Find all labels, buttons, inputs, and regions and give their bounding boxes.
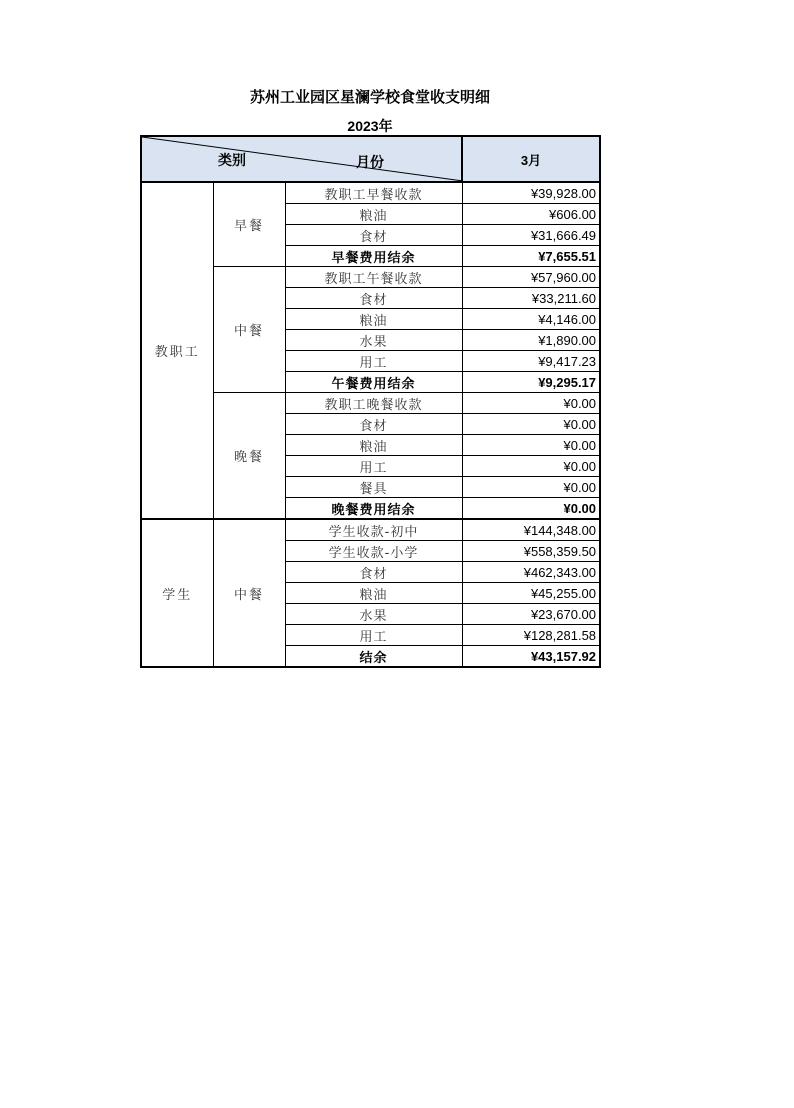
subtotal-label: 晚餐费用结余 <box>285 498 462 520</box>
amount-cell: ¥31,666.49 <box>462 225 600 246</box>
amount-cell: ¥0.00 <box>462 414 600 435</box>
header-month-label: 月份 <box>356 155 384 171</box>
amount-cell: ¥144,348.00 <box>462 519 600 541</box>
item-cell: 餐具 <box>285 477 462 498</box>
item-cell: 粮油 <box>285 583 462 604</box>
diagonal-divider <box>142 137 463 181</box>
item-cell: 教职工午餐收款 <box>285 267 462 288</box>
amount-cell: ¥128,281.58 <box>462 625 600 646</box>
amount-cell: ¥39,928.00 <box>462 182 600 204</box>
amount-cell: ¥0.00 <box>462 435 600 456</box>
item-cell: 用工 <box>285 625 462 646</box>
group-student: 学生 <box>141 519 213 667</box>
item-cell: 用工 <box>285 456 462 477</box>
amount-cell: ¥4,146.00 <box>462 309 600 330</box>
amount-cell: ¥0.00 <box>462 477 600 498</box>
item-cell: 学生收款-初中 <box>285 519 462 541</box>
amount-cell: ¥9,417.23 <box>462 351 600 372</box>
amount-cell: ¥0.00 <box>462 456 600 477</box>
subtotal-label: 午餐费用结余 <box>285 372 462 393</box>
amount-cell: ¥45,255.00 <box>462 583 600 604</box>
item-cell: 水果 <box>285 604 462 625</box>
item-cell: 用工 <box>285 351 462 372</box>
subtotal-amount: ¥9,295.17 <box>462 372 600 393</box>
amount-cell: ¥462,343.00 <box>462 562 600 583</box>
meal-student-lunch: 中餐 <box>213 519 285 667</box>
year-subtitle: 2023年 <box>347 118 393 134</box>
amount-cell: ¥558,359.50 <box>462 541 600 562</box>
amount-cell: ¥606.00 <box>462 204 600 225</box>
table-row <box>141 519 600 541</box>
amount-cell: ¥33,211.60 <box>462 288 600 309</box>
header-diagonal-cell <box>141 136 462 182</box>
item-cell: 食材 <box>285 414 462 435</box>
subtotal-label: 早餐费用结余 <box>285 246 462 267</box>
item-cell: 食材 <box>285 225 462 246</box>
page-title: 苏州工业园区星澜学校食堂收支明细 <box>249 88 490 106</box>
total-amount: ¥43,157.92 <box>462 646 600 668</box>
item-cell: 粮油 <box>285 435 462 456</box>
item-cell: 教职工晚餐收款 <box>285 393 462 414</box>
subtotal-amount: ¥7,655.51 <box>462 246 600 267</box>
total-label: 结余 <box>285 646 462 668</box>
meal-staff-dinner: 晚餐 <box>213 393 285 520</box>
amount-cell: ¥0.00 <box>462 393 600 414</box>
item-cell: 食材 <box>285 562 462 583</box>
ledger-table <box>140 135 601 668</box>
meal-staff-breakfast: 早餐 <box>213 182 285 267</box>
amount-cell: ¥1,890.00 <box>462 330 600 351</box>
amount-cell: ¥23,670.00 <box>462 604 600 625</box>
amount-cell: ¥57,960.00 <box>462 267 600 288</box>
header-period: 3月 <box>462 136 600 182</box>
item-cell: 粮油 <box>285 204 462 225</box>
item-cell: 水果 <box>285 330 462 351</box>
header-category-label: 类别 <box>218 153 246 169</box>
item-cell: 食材 <box>285 288 462 309</box>
subtotal-amount: ¥0.00 <box>462 498 600 520</box>
meal-staff-lunch: 中餐 <box>213 267 285 393</box>
table-row <box>141 182 600 204</box>
item-cell: 粮油 <box>285 309 462 330</box>
item-cell: 教职工早餐收款 <box>285 182 462 204</box>
group-staff: 教职工 <box>141 182 213 519</box>
item-cell: 学生收款-小学 <box>285 541 462 562</box>
header-row <box>141 136 600 182</box>
